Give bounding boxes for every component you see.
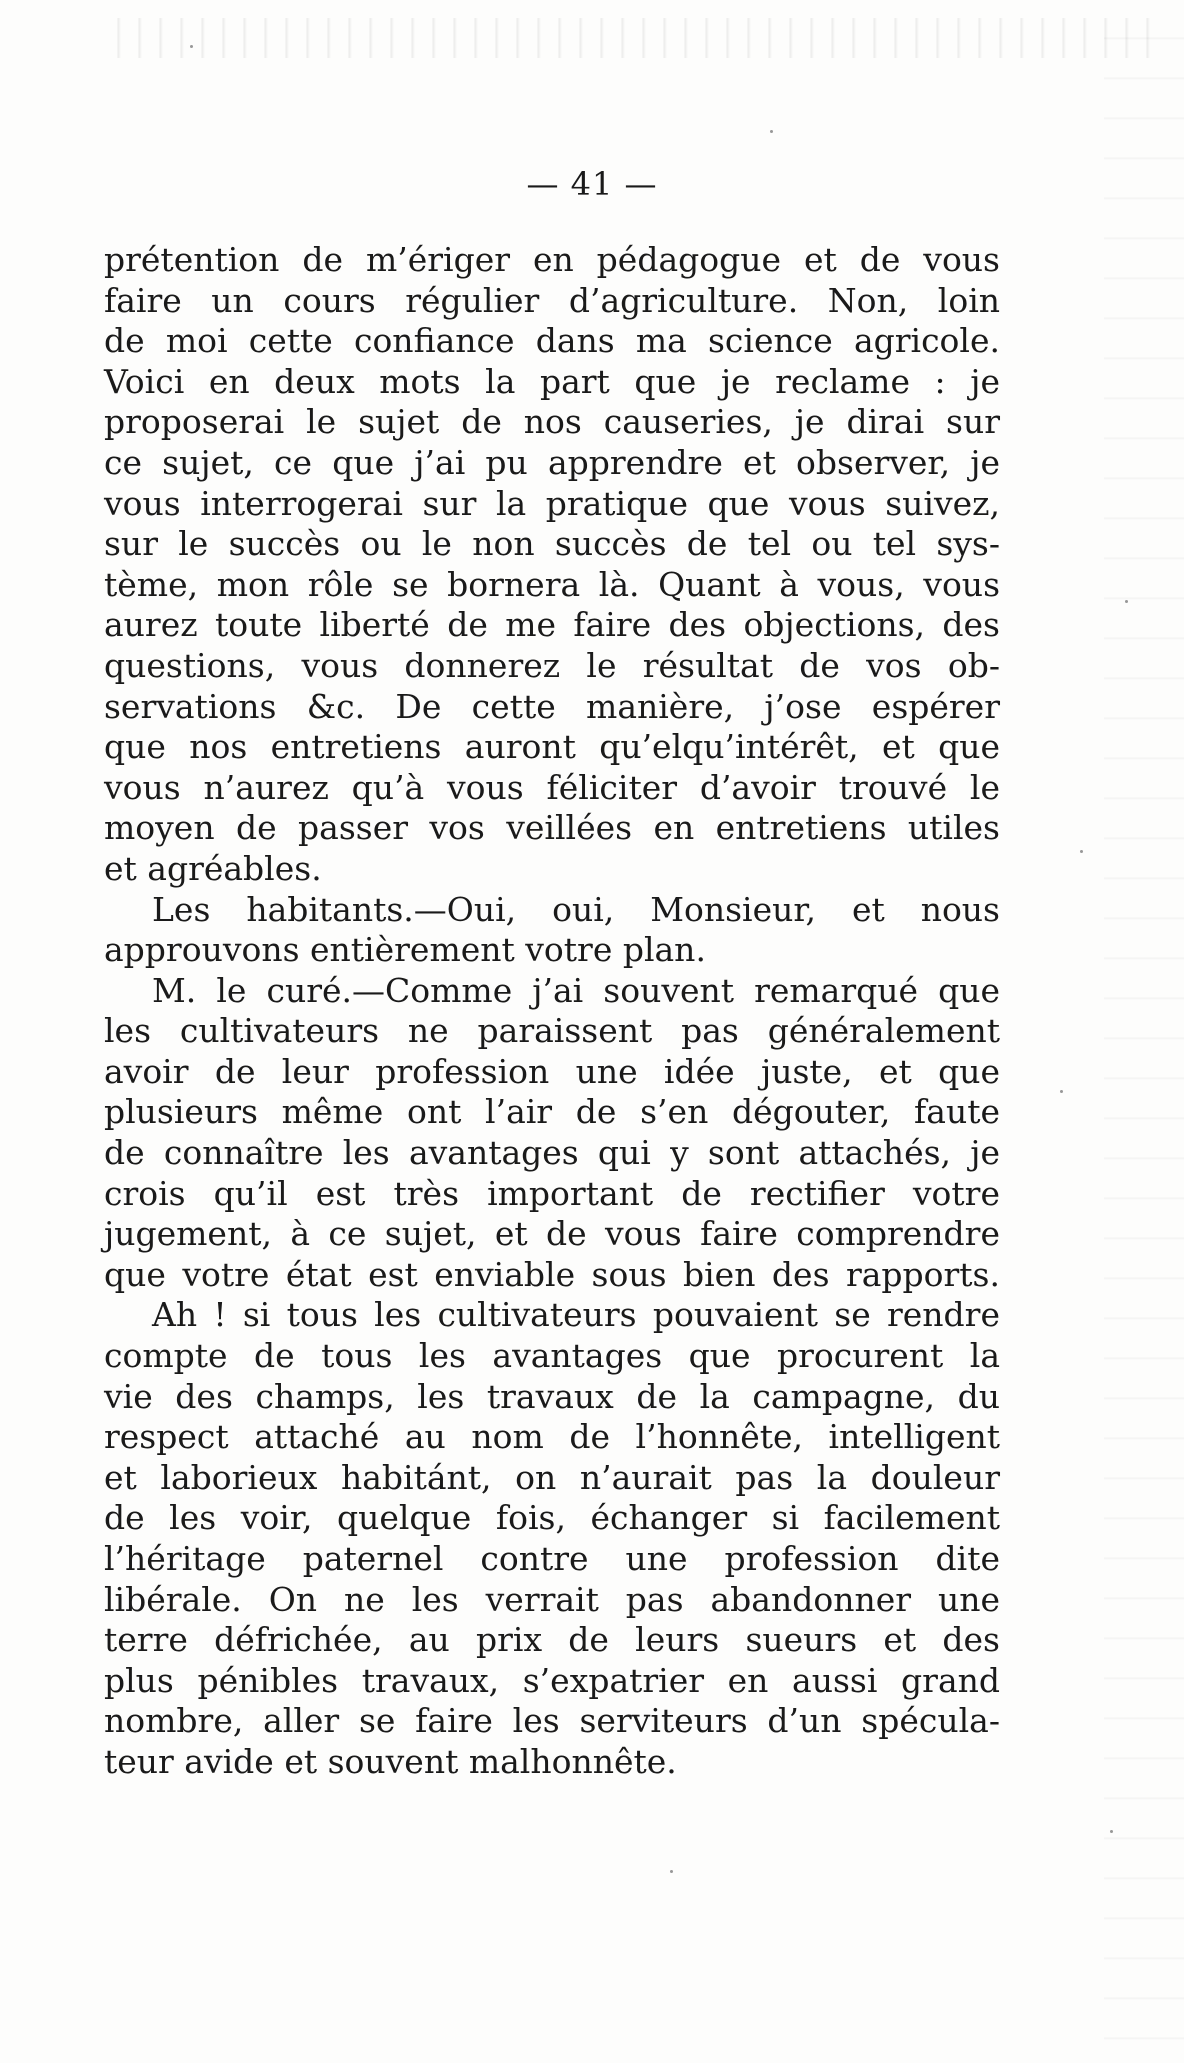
text-line: plusieurs même ont l’air de s’en dégouter, faute (104, 1092, 1000, 1132)
text-line: les cultivateurs ne paraissent pas généralement (104, 1011, 1000, 1051)
text-line: et agréables. (104, 848, 322, 888)
text-line: terre défrichée, au prix de leurs sueurs et des (104, 1620, 1000, 1660)
text-line: teur avide et souvent malhonnête. (104, 1741, 677, 1781)
text-line: l’héritage paternel contre une profession dite (104, 1539, 1000, 1578)
text-line: que votre état est enviable sous bien des rapports. (104, 1254, 1000, 1294)
text-line: jugement, à ce sujet, et de vous faire comprendre (104, 1214, 1000, 1254)
text-line: ce sujet, ce que j’ai pu apprendre et observer, je (104, 442, 1000, 482)
text-line: moyen de passer vos veillées en entretiens utiles (104, 808, 1000, 848)
text-line: Voici en deux mots la part que je reclame : je (104, 361, 1000, 401)
scan-speck (190, 45, 193, 48)
text-line: aurez toute liberté de me faire des objections, des (104, 605, 1000, 645)
text-line: servations &c. De cette manière, j’ose espérer (104, 686, 1000, 726)
scan-speck (670, 1870, 673, 1873)
text-line: Ah ! si tous les cultivateurs pouvaient se rendre (152, 1295, 1000, 1335)
text-line: proposerai le sujet de nos causeries, je dirai sur (104, 402, 1000, 442)
text-line: et laborieux habitánt, on n’aurait pas la douleur (104, 1457, 1000, 1497)
scan-speck (1110, 1830, 1113, 1833)
text-line: prétention de m’ériger en pédagogue et de vous (104, 240, 1000, 279)
text-line: que nos entretiens auront qu’elqu’intérêt, et que (104, 727, 1000, 767)
text-line: respect attaché au nom de l’honnête, intelligent (104, 1417, 1000, 1457)
text-line: plus pénibles travaux, s’expatrier en aussi grand (104, 1660, 1000, 1700)
text-line: questions, vous donnerez le résultat de vos ob- (104, 645, 1000, 685)
scan-speck (1125, 600, 1128, 603)
text-line: approuvons entièrement votre plan. (104, 930, 706, 970)
text-line: vous n’aurez qu’à vous féliciter d’avoir trouvé le (104, 767, 1000, 807)
text-line: vie des champs, les travaux de la campagne, du (104, 1376, 1000, 1416)
scan-noise-edge (1104, 0, 1184, 2063)
text-line: vous interrogerai sur la pratique que vous suivez, (104, 483, 1000, 523)
text-line: de les voir, quelque fois, échanger si facilement (104, 1498, 1000, 1538)
text-line: faire un cours régulier d’agriculture. Non, loin (104, 280, 1000, 320)
body-text (104, 240, 1000, 1783)
text-line: sur le succès ou le non succès de tel ou tel sys- (104, 524, 1000, 564)
text-line: M. le curé.—Comme j’ai souvent remarqué que (152, 970, 1000, 1010)
text-line: avoir de leur profession une idée juste, et que (104, 1051, 1000, 1091)
scan-speck (1080, 850, 1083, 853)
text-line: de moi cette confiance dans ma science agricole. (104, 321, 1000, 361)
scan-speck (1060, 1090, 1063, 1093)
text-line: compte de tous les avantages que procurent la (104, 1336, 1000, 1376)
scan-noise-top (100, 18, 1150, 58)
text-line: libérale. On ne les verrait pas abandonner une (104, 1579, 1000, 1619)
text-line: Les habitants.—Oui, oui, Monsieur, et nous (152, 889, 1000, 929)
text-line: nombre, aller se faire les serviteurs d’un spécula- (104, 1701, 1000, 1741)
text-line: tème, mon rôle se bornera là. Quant à vous, vous (104, 564, 1000, 604)
scan-speck (770, 130, 773, 133)
text-line: de connaître les avantages qui y sont attachés, je (104, 1133, 1000, 1173)
page-number: — 41 — (526, 165, 658, 203)
text-line: crois qu’il est très important de rectifier votre (104, 1173, 1000, 1213)
